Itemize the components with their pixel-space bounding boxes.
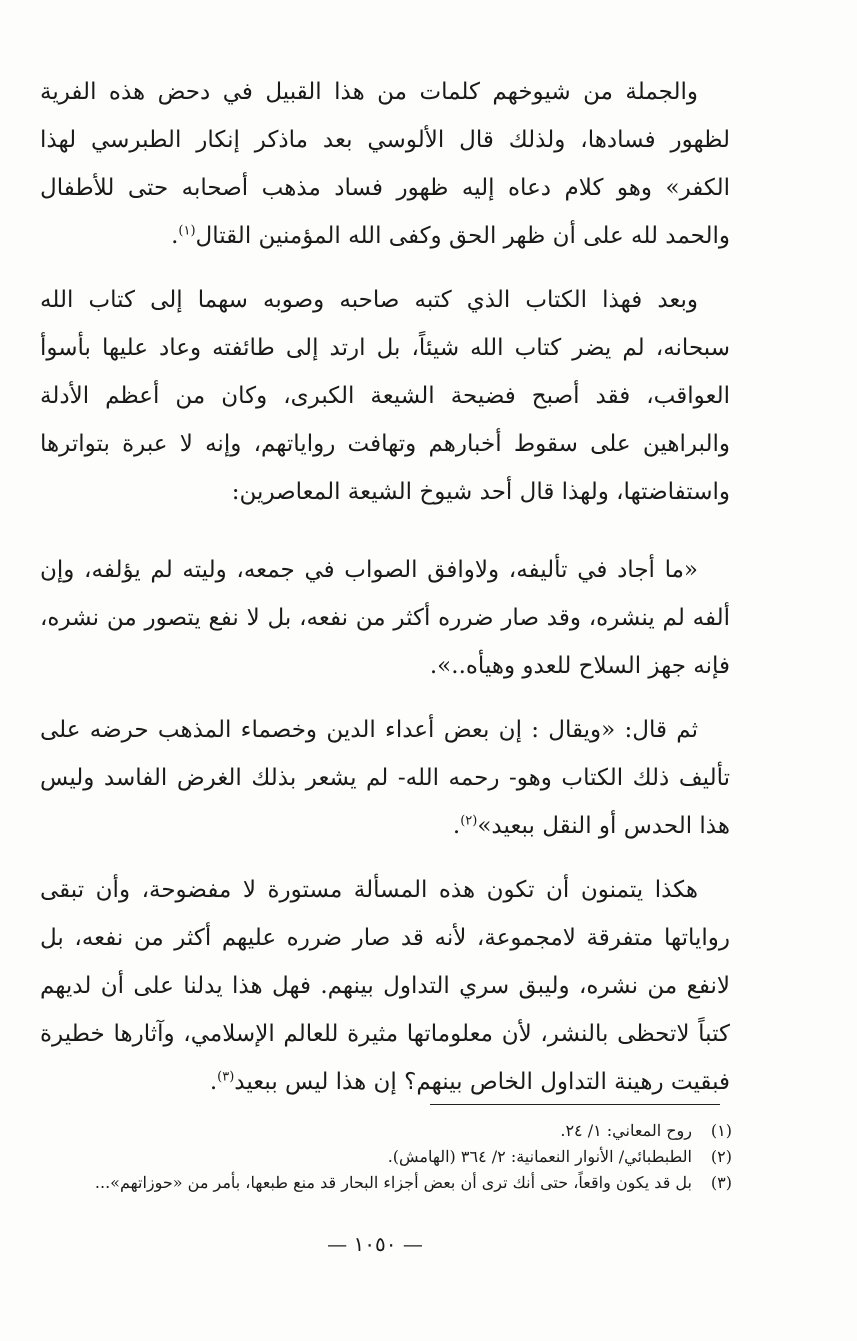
footnote-3 <box>30 1170 732 1196</box>
footnote-text: الطبطبائي/ الأنوار النعمانية: ٢/ ٣٦٤ (الهامش). <box>387 1147 692 1166</box>
footnote-1 <box>30 1118 732 1144</box>
footnote-ref-3[interactable]: (٣) <box>217 1069 235 1085</box>
footnote-text: روح المعاني: ١/ ٢٤. <box>560 1121 692 1140</box>
footnotes <box>30 1118 732 1196</box>
footnote-text: بل قد يكون واقعاً، حتى أنك ترى أن بعض أجزاء البحار قد منع طبعها، بأمر من «حوزاتهم»... <box>94 1173 692 1192</box>
footnote-number: (٢) <box>710 1147 732 1166</box>
footnote-ref-2[interactable]: (٢) <box>460 813 478 829</box>
paragraph-5: هكذا يتمنون أن تكون هذه المسألة مستورة لا مفضوحة، وأن تبقى رواياتها متفرقة لامجموعة، لأنه قد صار ضرره عليهم أكثر من نفعه، بل لانفع من نشره، وليبق سري التداول بينهم. فهل هذا يدلنا على أن لديهم كتباً لاتحظى بالنشر، لأن معلوماتها مثيرة للعالم الإسلامي، وآثارها خطيرة فبقيت رهينة التداول الخاص بينهم؟ إن هذا ليس ببعيد$^{(٣)}$. <box>40 877 730 1095</box>
page-number: — ١٠٥٠ — <box>327 1232 423 1256</box>
paragraph-4: ثم قال: «ويقال : إن بعض أعداء الدين وخصماء المذهب حرضه على تأليف ذلك الكتاب وهو- رحمه الله- لم يشعر بذلك الغرض الفاسد وليس هذا الحدس أو النقل ببعيد»$^{(٢)}$. <box>40 717 730 839</box>
footnote-2 <box>30 1144 732 1170</box>
paragraph-1: والجملة من شيوخهم كلمات من هذا القبيل في دحض هذه الفرية لظهور فسادها، ولذلك قال الألوسي بعد ماذكر إنكار الطبرسي لهذا الكفر» وهو كلام دعاه إليه ظهور فساد مذهب أصحابه حتى للأطفال والحمد لله على أن ظهر الحق وكفى الله المؤمنين القتال$^{(١)}$. <box>40 79 730 249</box>
footnote-divider <box>430 1104 720 1105</box>
quote-paragraph: «ما أجاد في تأليفه، ولاوافق الصواب في جمعه، وليته لم يؤلفه، وإن ألفه لم ينشره، وقد صار ضرره أكثر من نفعه، بل لا نفع يتصور من نشره، فإنه جهز السلاح للعدو وهيأه..». <box>40 557 730 679</box>
footnote-number: (٣) <box>710 1173 732 1192</box>
footnote-ref-1[interactable]: (١) <box>178 223 196 239</box>
footnote-number: (١) <box>710 1121 732 1140</box>
main-text <box>40 68 730 1122</box>
paragraph-2: وبعد فهذا الكتاب الذي كتبه صاحبه وصوبه سهما إلى كتاب الله سبحانه، لم يضر كتاب الله شيئاً، بل ارتد إلى طائفته وعاد عليها بأسوأ العواقب، فقد أصبح فضيحة الشيعة الكبرى، وكان من أعظم الأدلة والبراهين على سقوط أخبارهم وتهافت رواياتهم، وإنه لا عبرة بتواترها واستفاضتها، ولهذا قال أحد شيوخ الشيعة المعاصرين: <box>40 287 730 505</box>
